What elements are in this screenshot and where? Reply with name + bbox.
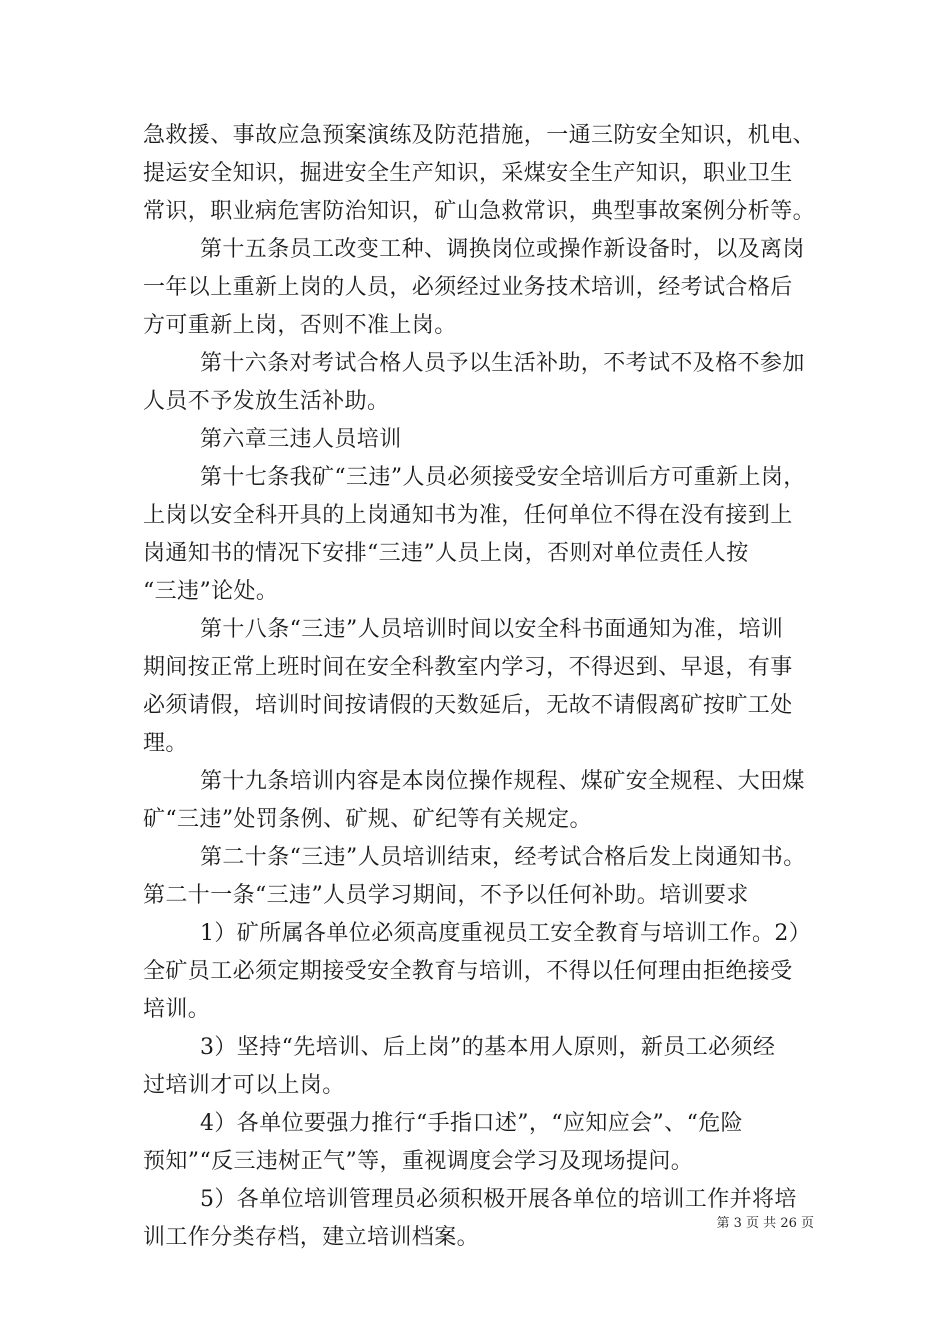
page-number: 第 3 页 共 26 页 [716,1216,814,1231]
text-line: “三违”论处。 [143,579,279,604]
text-line: 矿“三违”处罚条例、矿规、矿纪等有关规定。 [143,807,592,832]
text-line: 提运安全知识，掘进安全生产知识，采煤安全生产知识，职业卫生 [143,161,793,186]
text-line: 一年以上重新上岗的人员，必须经过业务技术培训，经考试合格后 [143,275,793,300]
text-line: 第二十一条“三违”人员学习期间，不予以任何补助。培训要求 [143,883,749,908]
text-line: 理。 [143,731,188,756]
text-line: 5）各单位培训管理员必须积极开展各单位的培训工作并将培 [200,1187,797,1212]
text-line: 培训。 [143,997,211,1022]
text-line: 第二十条“三违”人员培训结束，经考试合格后发上岗通知书。 [200,845,806,870]
text-line: 4）各单位要强力推行“手指口述”，“应知应会”、“危险 [200,1111,744,1136]
text-line: 第十六条对考试合格人员予以生活补助，不考试不及格不参加 [200,351,805,376]
body-text [143,117,816,1257]
text-line: 常识，职业病危害防治知识，矿山急救常识，典型事故案例分析等。 [143,199,816,224]
text-line: 3）坚持“先培训、后上岗”的基本用人原则，新员工必须经 [200,1035,776,1060]
text-line: 全矿员工必须定期接受安全教育与培训，不得以任何理由拒绝接受 [143,959,793,984]
text-line: 急救援、事故应急预案演练及防范措施，一通三防安全知识，机电、 [143,123,816,148]
text-line: 期间按正常上班时间在安全科教室内学习，不得迟到、早退，有事 [143,655,793,680]
text-line: 必须请假，培训时间按请假的天数延后，无故不请假离矿按旷工处 [143,693,793,718]
text-line: 人员不予发放生活补助。 [143,389,390,414]
text-line: 训工作分类存档，建立培训档案。 [143,1225,480,1250]
text-line: 第十七条我矿“三违”人员必须接受安全培训后方可重新上岗， [200,465,806,490]
chapter-heading: 第六章三违人员培训 [200,427,402,452]
text-line: 岗通知书的情况下安排“三违”人员上岗，否则对单位责任人按 [143,541,749,566]
text-line: 过培训才可以上岗。 [143,1073,345,1098]
text-line: 方可重新上岗，否则不准上岗。 [143,313,457,338]
text-line: 第十八条“三违”人员培训时间以安全科书面通知为准，培训 [200,617,784,642]
text-line: 预知”“反三违树正气”等，重视调度会学习及现场提问。 [143,1149,694,1174]
text-line: 上岗以安全科开具的上岗通知书为准，任何单位不得在没有接到上 [143,503,793,528]
text-line: 1）矿所属各单位必须高度重视员工安全教育与培训工作。2） [200,921,812,946]
text-line: 第十九条培训内容是本岗位操作规程、煤矿安全规程、大田煤 [200,769,805,794]
text-line: 第十五条员工改变工种、调换岗位或操作新设备时，以及离岗 [200,237,805,262]
